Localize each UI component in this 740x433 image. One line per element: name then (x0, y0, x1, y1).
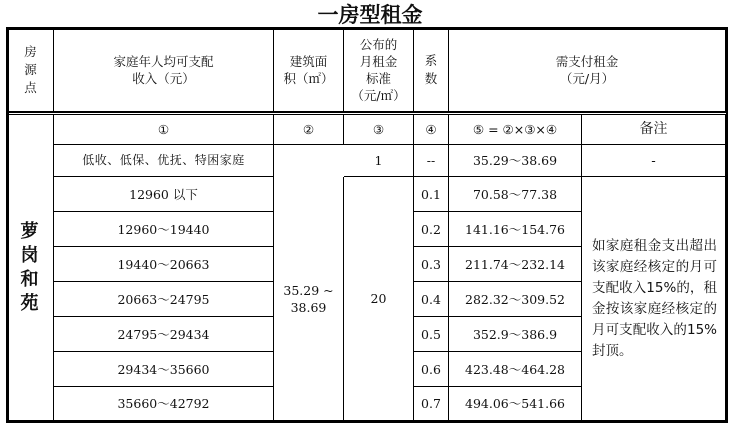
row-coefficient: 0.5 (414, 317, 449, 352)
row-rent-standard: 1 (344, 145, 414, 177)
page-title: 一房型租金 (317, 3, 423, 27)
row-income: 低收、低保、优抚、特困家庭 (54, 145, 274, 177)
row-coefficient: 0.1 (414, 177, 449, 212)
row-coefficient: 0.2 (414, 212, 449, 247)
row-payable: 494.06～541.66 (449, 387, 582, 421)
row-payable: 141.16～154.76 (449, 212, 582, 247)
row-income: 29434～35660 (54, 352, 274, 387)
header-source (8, 29, 54, 112)
header-coef-char: 数 (424, 71, 438, 86)
index-2: ② (274, 115, 344, 145)
area-line: 35.29 ~ (283, 282, 334, 298)
source-char: 岗 (20, 244, 41, 266)
row-payable: 35.29～38.69 (449, 145, 582, 177)
index-5-formula: ⑤ = ②×③×④ (449, 115, 582, 145)
header-income-line: 家庭年人均可支配 (113, 54, 214, 69)
index-3: ③ (344, 115, 414, 145)
row-payable: 282.32～309.52 (449, 282, 582, 317)
remark-note: 如家庭租金支出超出该家庭经核定的月可支配收入15%的，租金按该家庭经核定的月可支配收入的15%封顶。 (582, 177, 726, 421)
header-area-line: 建筑面 (289, 54, 328, 69)
header-rent-line: 公布的 (359, 37, 398, 52)
header-payable (449, 29, 726, 112)
area-line: 38.69 (290, 299, 327, 315)
row-income: 19440～20663 (54, 247, 274, 282)
row-coefficient: 0.6 (414, 352, 449, 387)
row-income: 20663～24795 (54, 282, 274, 317)
header-rent-line: （元/㎡） (351, 88, 406, 103)
header-double-divider (8, 112, 726, 115)
header-payable-line: （元/月） (559, 71, 615, 86)
header-area-line: 积（㎡） (283, 71, 334, 86)
row-coefficient: 0.7 (414, 387, 449, 421)
row-payable: 211.74～232.14 (449, 247, 582, 282)
header-income (54, 29, 274, 112)
source-char: 苑 (20, 292, 41, 314)
rent-table (8, 29, 726, 421)
header-source-char: 房 (24, 44, 37, 59)
header-area (274, 29, 344, 112)
row-coefficient: -- (414, 145, 449, 177)
row-payable: 352.9～386.9 (449, 317, 582, 352)
rent-standard-value: 20 (344, 177, 414, 421)
row-income: 12960～19440 (54, 212, 274, 247)
row-remark: - (582, 145, 726, 177)
index-1: ① (54, 115, 274, 145)
area-value (274, 177, 344, 421)
row-income: 35660～42792 (54, 387, 274, 421)
source-char: 和 (20, 268, 41, 290)
row-coefficient: 0.4 (414, 282, 449, 317)
header-rent-line: 月租金 (359, 54, 398, 69)
index-4: ④ (414, 115, 449, 145)
header-rent-standard (344, 29, 414, 112)
source-name (8, 115, 54, 421)
row-income: 24795～29434 (54, 317, 274, 352)
header-coef-char: 系 (424, 53, 438, 68)
header-rent-line: 标准 (365, 71, 391, 86)
row-coefficient: 0.3 (414, 247, 449, 282)
row-income: 12960 以下 (54, 177, 274, 212)
header-source-char: 点 (24, 80, 37, 95)
source-char: 萝 (20, 220, 41, 242)
row-payable: 423.48～464.28 (449, 352, 582, 387)
row-payable: 70.58～77.38 (449, 177, 582, 212)
index-remark: 备注 (582, 115, 726, 145)
header-source-char: 源 (24, 62, 37, 77)
header-income-line: 收入（元） (132, 71, 195, 86)
header-payable-line: 需支付租金 (555, 54, 619, 69)
header-coefficient (414, 29, 449, 112)
